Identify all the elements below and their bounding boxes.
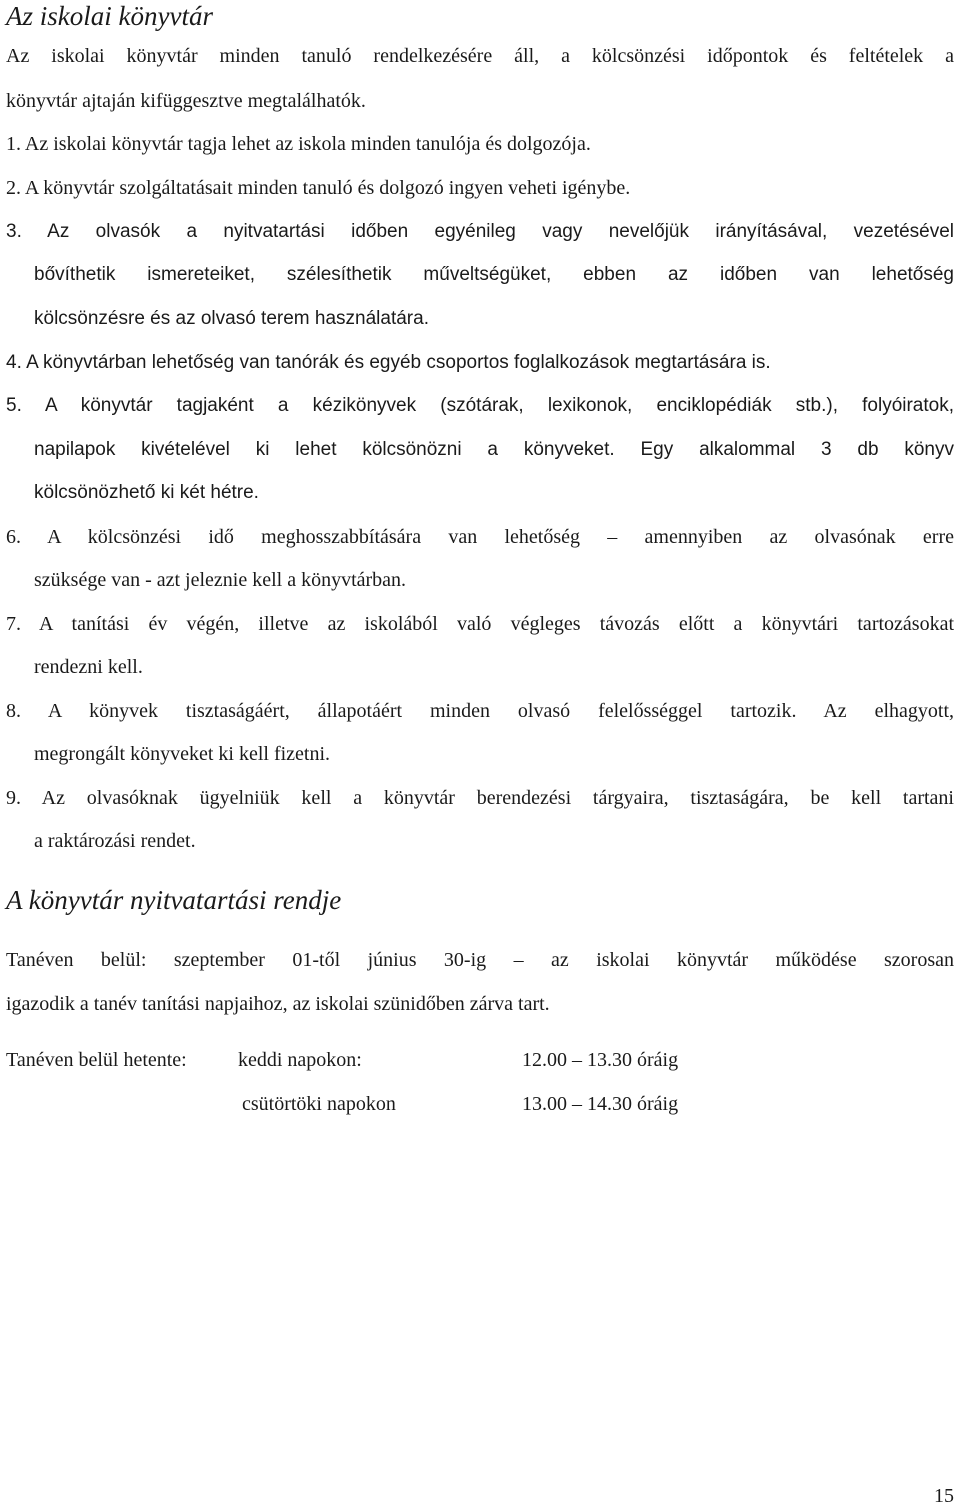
opening-paragraph-line: Tanéven belül: szeptember 01-től június 30-ig – az iskolai könyvtár működése szorosan (6, 949, 954, 971)
rule-item-7-line: rendezni kell. (34, 656, 143, 678)
rule-item-3-line: kölcsönzésre és az olvasó terem használatára. (34, 308, 429, 329)
intro-line: könyvtár ajtaján kifüggesztve megtalálhatók. (6, 90, 366, 112)
schedule-day: csütörtöki napokon (242, 1093, 396, 1115)
rule-item-5-line: kölcsönözhető ki két hétre. (34, 482, 259, 503)
rule-item-5-line: 5. A könyvtár tagjaként a kézikönyvek (szótárak, lexikonok, enciklopédiák stb.), folyóiratok, (6, 395, 954, 416)
rule-item-7-line: 7. A tanítási év végén, illetve az iskolából való végleges távozás előtt a könyvtári tartozásokat (6, 613, 954, 635)
schedule-intro: Tanéven belül hetente: (6, 1049, 187, 1071)
opening-paragraph-line: igazodik a tanév tanítási napjaihoz, az iskolai szünidőben zárva tart. (6, 993, 550, 1015)
rule-item-8-line: 8. A könyvek tisztaságáért, állapotáért minden olvasó felelősséggel tartozik. Az elhagyott, (6, 700, 954, 722)
rule-item-6-line: szüksége van - azt jeleznie kell a könyvtárban. (34, 569, 407, 591)
schedule-time: 12.00 – 13.30 óráig (522, 1049, 679, 1071)
rule-item-9-line: a raktározási rendet. (34, 830, 196, 852)
rule-item-1: 1. Az iskolai könyvtár tagja lehet az iskola minden tanulója és dolgozója. (6, 133, 591, 155)
schedule-day: keddi napokon: (238, 1049, 362, 1071)
intro-line: Az iskolai könyvtár minden tanuló rendelkezésére áll, a kölcsönzési időpontok és feltételek a (6, 45, 954, 67)
rule-item-8-line: megrongált könyveket ki kell fizetni. (34, 743, 331, 765)
schedule-time: 13.00 – 14.30 óráig (522, 1093, 679, 1115)
page-number: 15 (934, 1485, 954, 1507)
section-title-library: Az iskolai könyvtár (6, 1, 213, 31)
rule-item-2: 2. A könyvtár szolgáltatásait minden tanuló és dolgozó ingyen veheti igénybe. (6, 177, 631, 199)
rule-item-3-line: bővíthetik ismereteiket, szélesíthetik műveltségüket, ebben az időben van lehetőség (34, 264, 954, 285)
rule-item-3-line: 3. Az olvasók a nyitvatartási időben egyénileg vagy nevelőjük irányításával, vezetésével (6, 221, 954, 242)
section-title-opening-hours: A könyvtár nyitvatartási rendje (6, 885, 342, 915)
rule-item-4: 4. A könyvtárban lehetőség van tanórák és egyéb csoportos foglalkozások megtartására is. (6, 352, 771, 373)
rule-item-9-line: 9. Az olvasóknak ügyelniük kell a könyvtár berendezési tárgyaira, tisztaságára, be kell tartani (6, 787, 954, 809)
rule-item-5-line: napilapok kivételével ki lehet kölcsönözni a könyveket. Egy alkalommal 3 db könyv (34, 439, 954, 460)
rule-item-6-line: 6. A kölcsönzési idő meghosszabbítására van lehetőség – amennyiben az olvasónak erre (6, 526, 954, 548)
